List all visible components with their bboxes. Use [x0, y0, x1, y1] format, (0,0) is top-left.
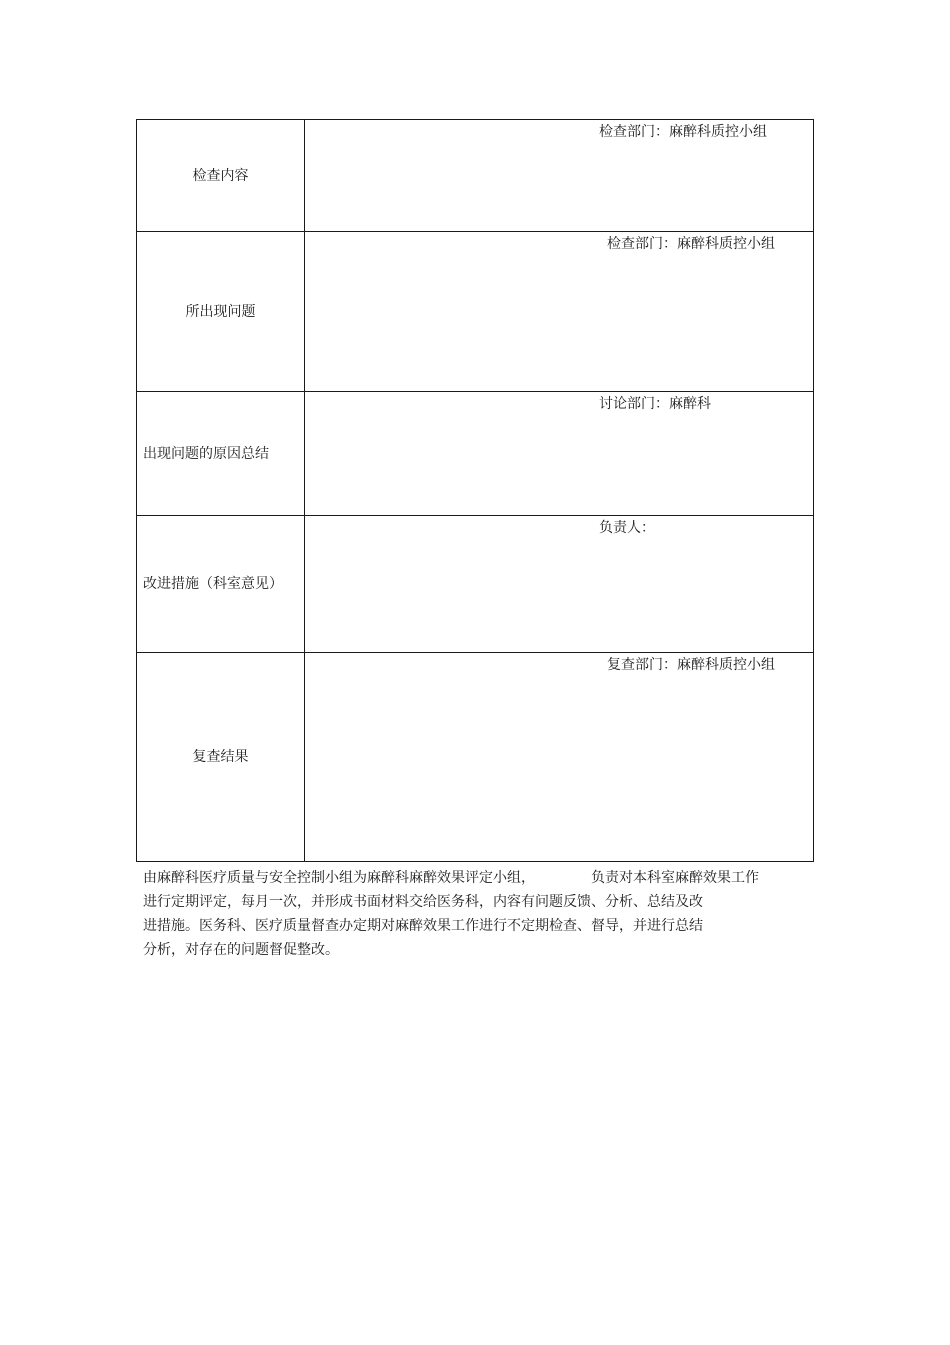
- content-cell-inspection-content[interactable]: [305, 120, 813, 231]
- content-cell-improvement-measures[interactable]: [305, 516, 813, 652]
- row-label: 复查结果: [137, 653, 305, 861]
- discussion-department-note: 讨论部门：麻醉科: [599, 396, 711, 412]
- table-row-improvement-measures: [137, 516, 813, 653]
- review-department-note: 复查部门：麻醉科质控小组: [607, 657, 775, 673]
- content-cell-review-result[interactable]: [305, 653, 813, 861]
- content-cell-problems-found[interactable]: [305, 232, 813, 391]
- quality-check-table: [136, 119, 814, 862]
- paragraph-line-3: 进措施。医务科、医疗质量督查办定期对麻醉效果工作进行不定期检查、督导，并进行总结: [143, 918, 703, 934]
- row-label: 改进措施（科室意见）: [137, 516, 305, 652]
- paragraph-line-1-part-1: 由麻醉科医疗质量与安全控制小组为麻醉科麻醉效果评定小组，: [143, 870, 535, 886]
- row-label: 出现问题的原因总结: [137, 392, 305, 515]
- table-row-review-result: [137, 653, 813, 861]
- paragraph-line-1: [143, 866, 803, 890]
- inspection-department-note: 检查部门：麻醉科质控小组: [607, 236, 775, 252]
- table-row-inspection-content: [137, 120, 813, 232]
- inspection-department-note: 检查部门：麻醉科质控小组: [599, 124, 767, 140]
- paragraph-line-4: 分析，对存在的问题督促整改。: [143, 942, 339, 958]
- paragraph-line-1-part-2: 负责对本科室麻醉效果工作: [591, 870, 759, 886]
- table-row-cause-summary: [137, 392, 813, 516]
- row-label: 所出现问题: [137, 232, 305, 391]
- content-cell-cause-summary[interactable]: [305, 392, 813, 515]
- description-paragraph: [143, 866, 803, 962]
- row-label: 检查内容: [137, 120, 305, 231]
- paragraph-line-2: 进行定期评定，每月一次，并形成书面材料交给医务科，内容有问题反馈、分析、总结及改: [143, 894, 703, 910]
- table-row-problems-found: [137, 232, 813, 392]
- responsible-person-note: 负责人：: [599, 520, 655, 536]
